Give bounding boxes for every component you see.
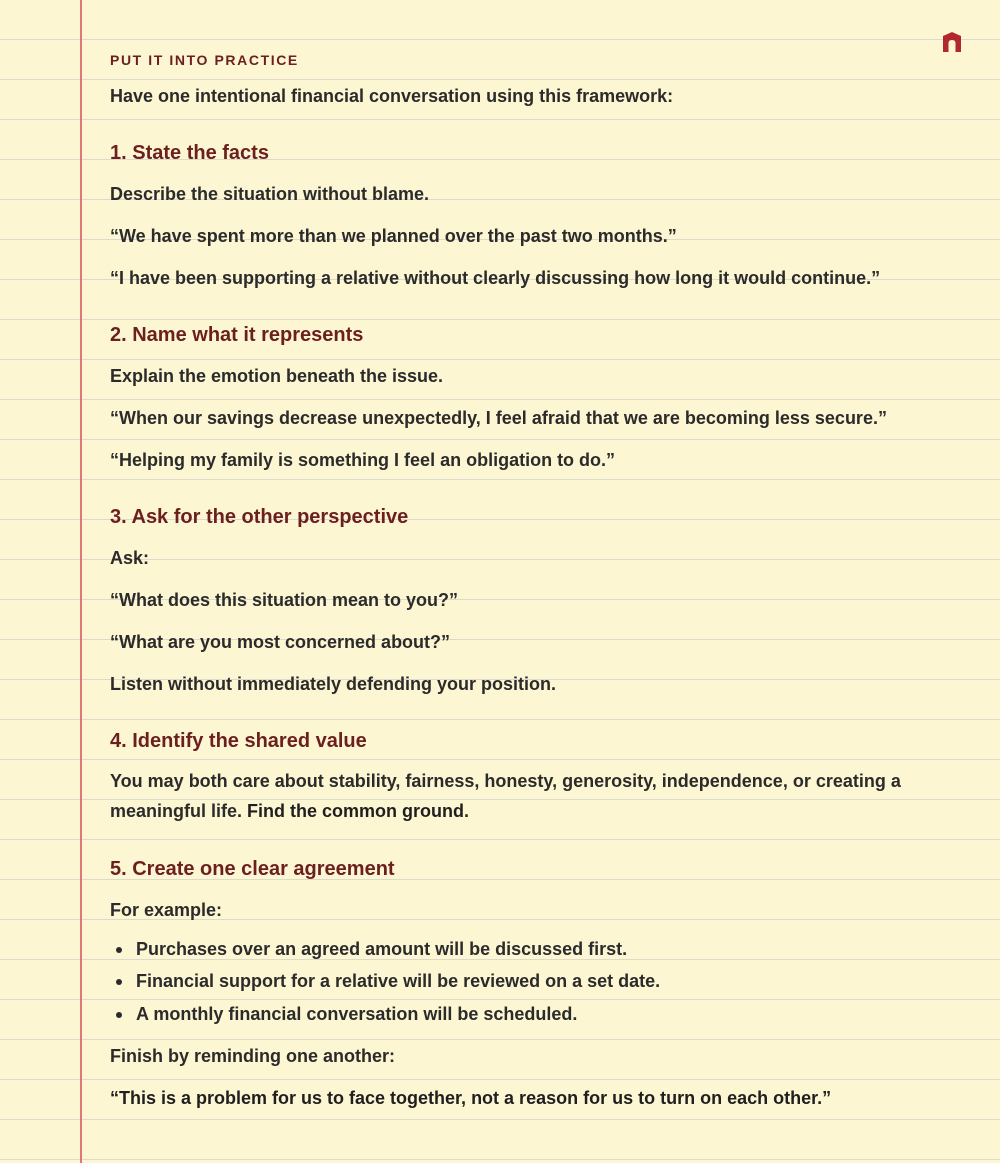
step-3-heading: 3. Ask for the other perspective [110,506,409,528]
shield-logo-icon [942,31,962,53]
step-4-paragraph-text: You may both care about stability, fairness, honesty, generosity, independence, or creating a meaningful life. [110,771,901,821]
step-5-lead: For example: [110,900,223,920]
list-item-text: Purchases over an agreed amount will be discussed first. [136,939,628,959]
bullet-icon [116,1012,122,1018]
list-item-text: A monthly financial conversation will be scheduled. [136,1004,578,1024]
list-item [110,969,660,993]
closing-quote: “This is a problem for us to face together, not a reason for us to turn on each other.” [110,1088,832,1108]
list-item [110,937,627,961]
closing-lead: Finish by reminding one another: [110,1046,396,1066]
step-1-quote: “We have spent more than we planned over the past two months.” [110,226,677,246]
bullet-icon [116,979,122,985]
step-3-line: Ask: [110,548,150,568]
intro-text: Have one intentional financial conversation using this framework: [110,86,674,106]
step-5-heading: 5. Create one clear agreement [110,858,395,880]
list-item-text: Financial support for a relative will be reviewed on a set date. [136,971,661,991]
step-4-emphasis: Find the common ground [247,801,465,821]
step-3-quote: “What are you most concerned about?” [110,632,451,652]
step-4-paragraph [110,766,950,826]
step-2-quote: “Helping my family is something I feel an obligation to do.” [110,450,616,470]
step-1-quote: “I have been supporting a relative without clearly discussing how long it would continue.” [110,268,881,288]
step-2-heading: 2. Name what it represents [110,324,364,346]
section-eyebrow: PUT IT INTO PRACTICE [110,52,299,68]
step-3-line: Listen without immediately defending your position. [110,674,557,694]
bullet-icon [116,947,122,953]
list-item [110,1002,577,1026]
step-4-heading: 4. Identify the shared value [110,730,367,752]
step-2-line: Explain the emotion beneath the issue. [110,366,444,386]
step-2-quote: “When our savings decrease unexpectedly, I feel afraid that we are becoming less secure.” [110,408,887,428]
notebook-margin-line [80,0,82,1163]
step-4-emphasis-suffix: . [464,801,470,821]
step-1-line: Describe the situation without blame. [110,184,430,204]
step-1-heading: 1. State the facts [110,142,269,164]
step-3-quote: “What does this situation mean to you?” [110,590,459,610]
